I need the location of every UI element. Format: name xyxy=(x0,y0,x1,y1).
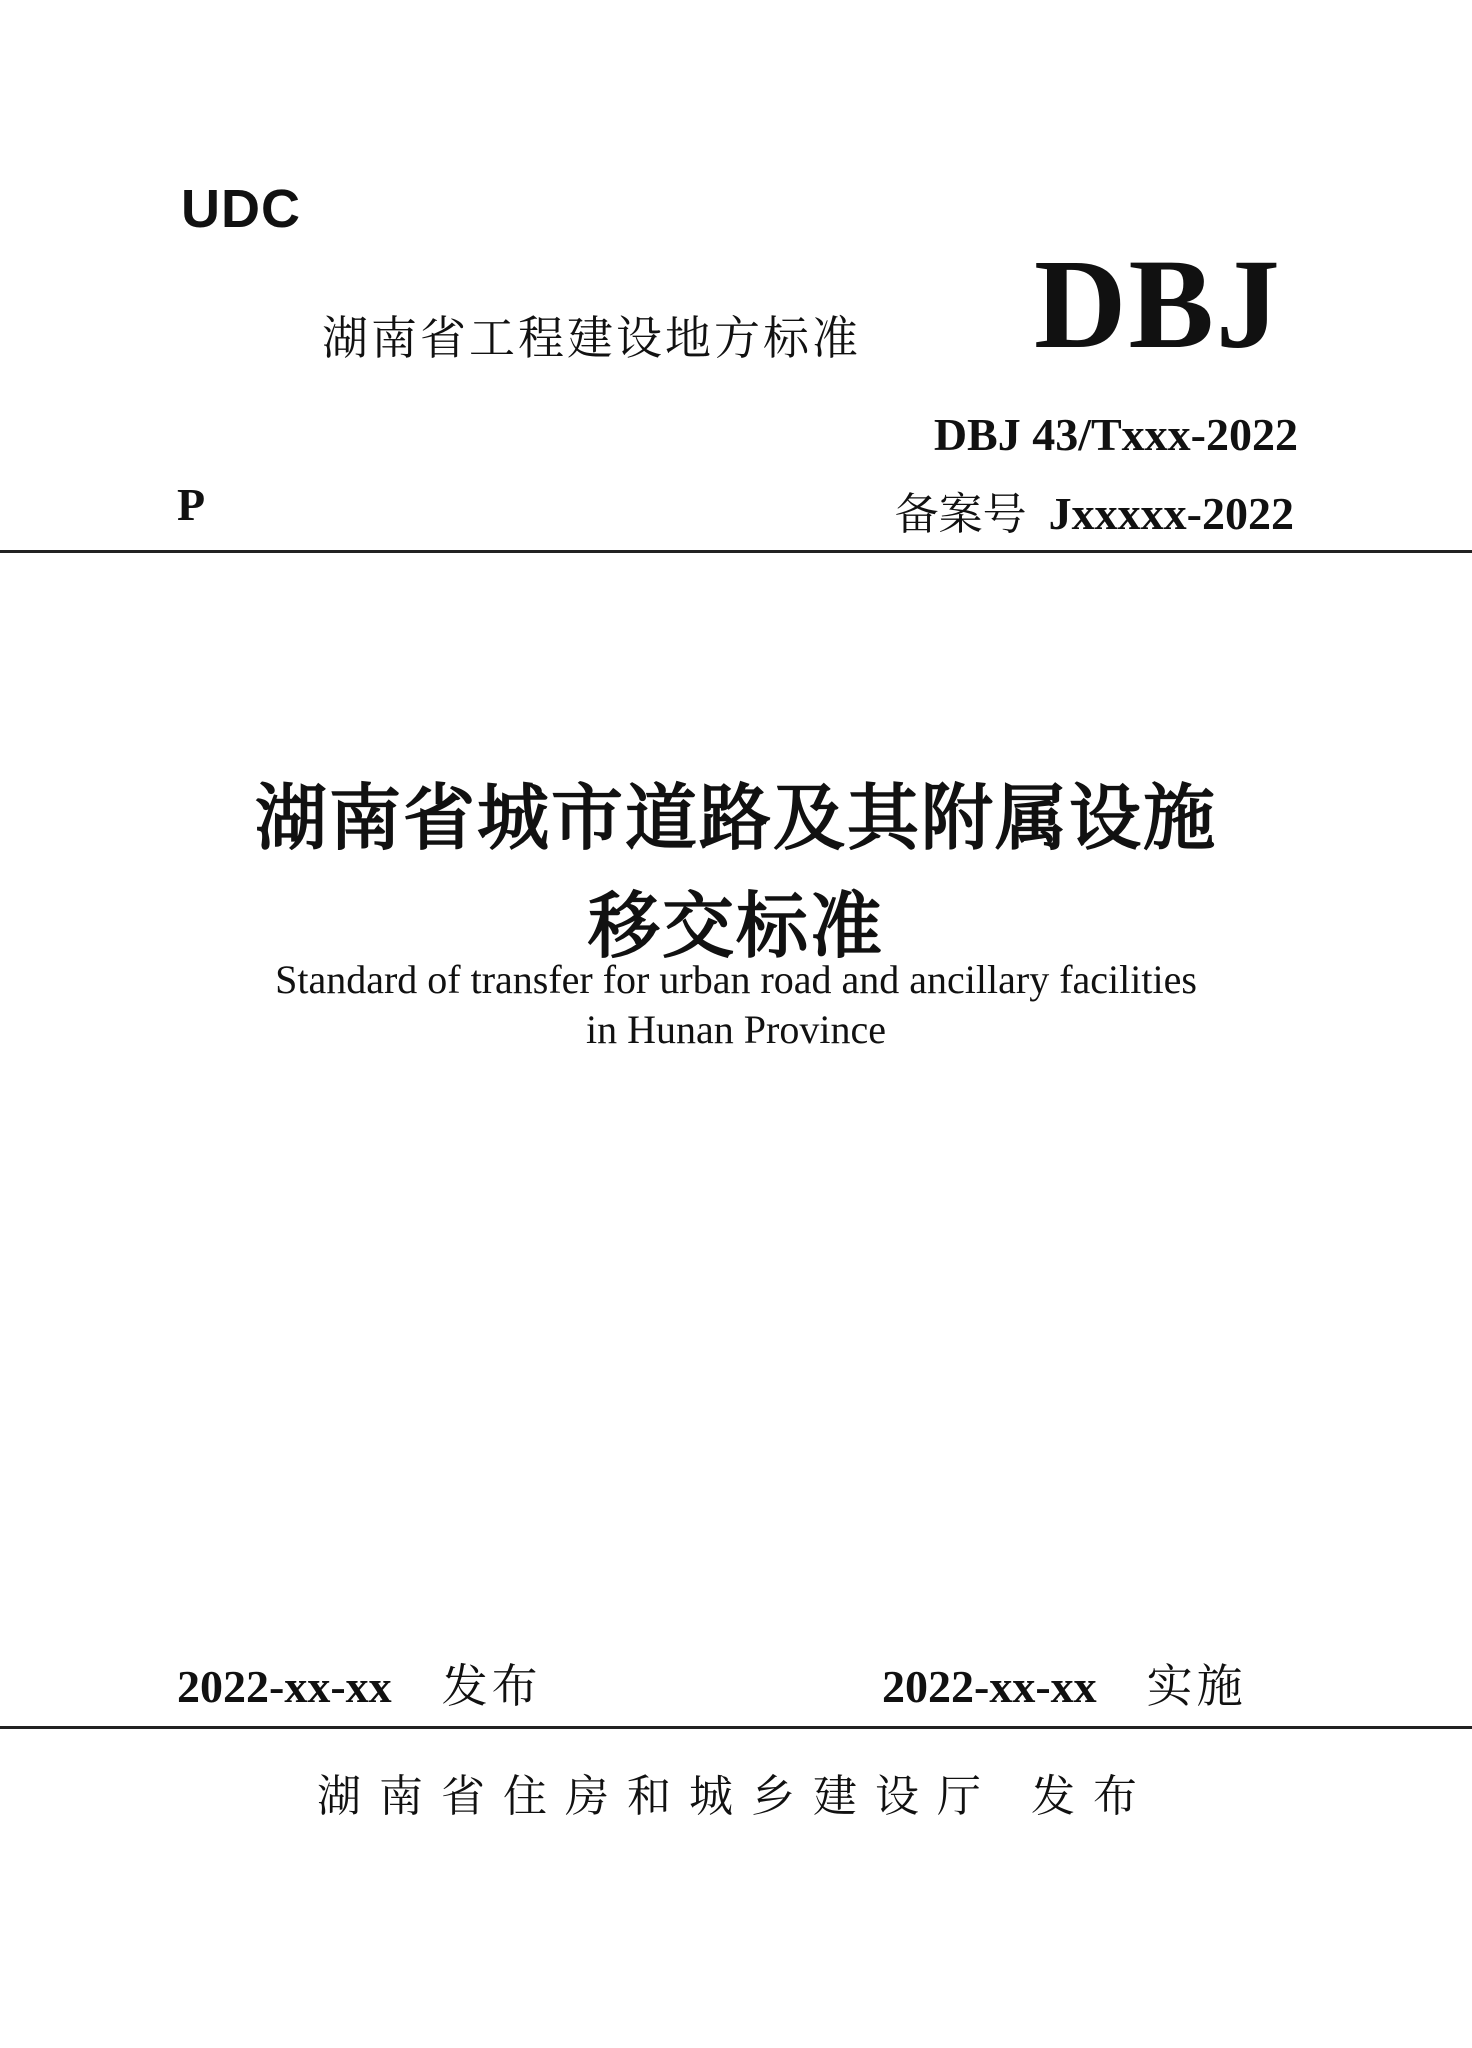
filing-number: Jxxxxx-2022 xyxy=(1048,488,1294,539)
top-divider xyxy=(0,550,1472,553)
udc-code: UDC xyxy=(181,179,301,239)
dbj-mark: DBJ xyxy=(1034,233,1282,375)
bottom-divider xyxy=(0,1726,1472,1729)
issue-date-block xyxy=(177,1650,542,1716)
issue-date: 2022-xx-xx xyxy=(177,1661,392,1712)
issue-label: 发布 xyxy=(441,1659,542,1713)
effective-label: 实施 xyxy=(1146,1659,1247,1713)
title-en-line-2: in Hunan Province xyxy=(586,1007,886,1052)
title-zh-line-1: 湖南省城市道路及其附属设施 xyxy=(254,775,1217,860)
effective-date-block xyxy=(882,1650,1247,1716)
standard-number: DBJ 43/Txxx-2022 xyxy=(933,409,1298,460)
issuer: 湖南省住房和城乡建设厅 发布 xyxy=(317,1771,1155,1822)
title-zh-line-2: 移交标准 xyxy=(587,883,884,968)
category-code: P xyxy=(177,479,206,530)
standard-type-label: 湖南省工程建设地方标准 xyxy=(322,311,861,365)
filing-label: 备案号 xyxy=(894,489,1027,540)
effective-date: 2022-xx-xx xyxy=(882,1661,1097,1712)
title-en-line-1: Standard of transfer for urban road and ancillary facilities xyxy=(275,957,1197,1002)
filing-record xyxy=(895,478,1294,542)
